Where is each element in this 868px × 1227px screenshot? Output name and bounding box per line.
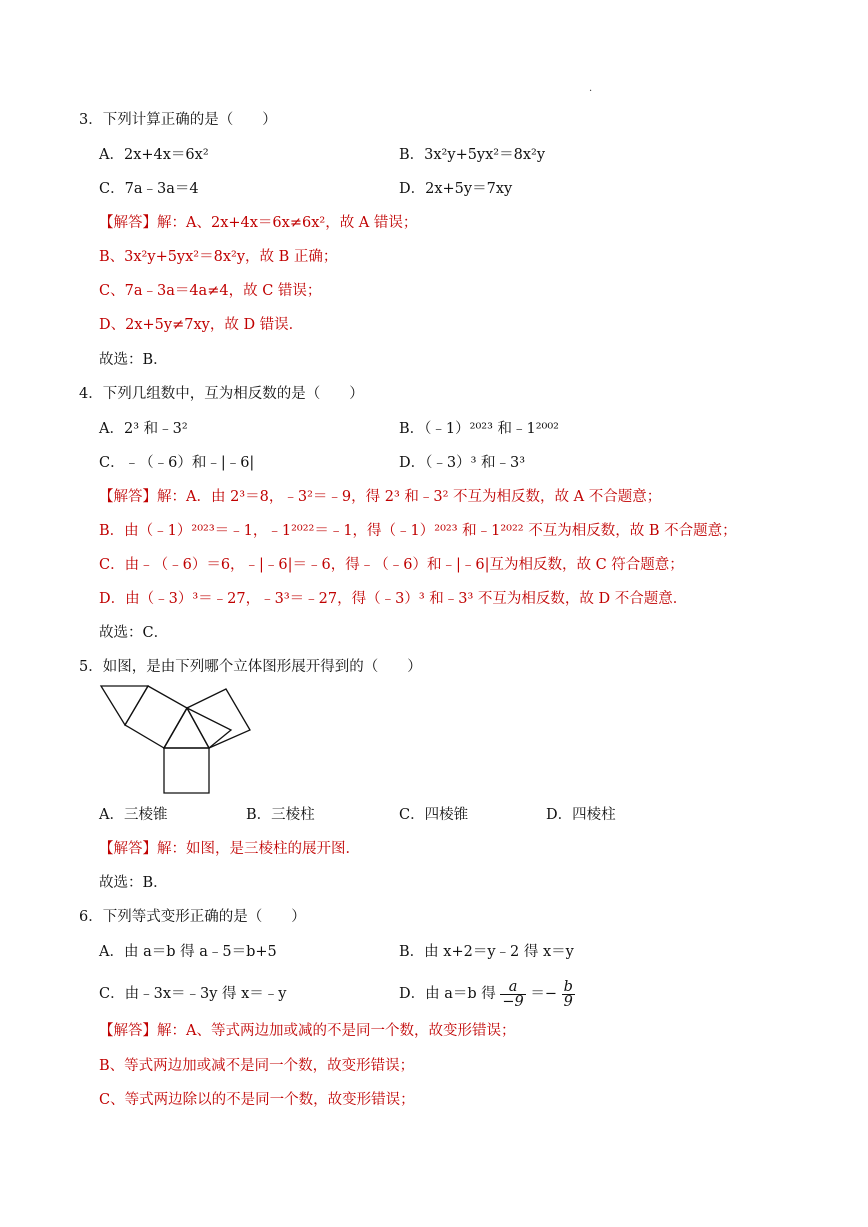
q4-answer-line-4: D．由（﹣3）³＝﹣27，﹣3³＝﹣27，得（﹣3）³ 和﹣3³ 不互为相反数，故 D 不合题意． (99, 591, 688, 607)
q4-answer-line-2: B．由（﹣1）²⁰²³＝﹣1，﹣1²⁰²²＝﹣1，得（﹣1）²⁰²³ 和﹣1²⁰²² 不互为相反数，故 B 不合题意； (99, 523, 737, 539)
q4-answer-line-3: C．由﹣（﹣6）＝6，﹣|﹣6|＝﹣6，得﹣（﹣6）和﹣|﹣6|互为相反数，故 C 符合题意； (99, 557, 684, 573)
fraction-numerator: a (500, 980, 525, 995)
q3-answer-line-3: C、7a﹣3a＝4a≠4，故 C 错误； (99, 283, 322, 299)
q4-option-b: B．（﹣1）²⁰²³ 和﹣1²⁰⁰² (399, 421, 559, 437)
q6-option-a: A．由 a＝b 得 a﹣5＝b+5 (99, 944, 277, 960)
q3-option-b: B．3x²y+5yx²＝8x²y (399, 147, 546, 163)
q6-option-d (399, 974, 575, 1014)
q3-choice: 故选：B． (99, 352, 168, 368)
q3-stem: 3．下列计算正确的是（ ） (79, 112, 277, 128)
q3-answer-line-1 (99, 213, 417, 233)
fraction-a-over-minus-9 (500, 980, 525, 1009)
q3-option-c: C．7a﹣3a＝4 (99, 181, 199, 197)
q6-option-b: B．由 x+2＝y﹣2 得 x＝y (399, 944, 574, 960)
q6-answer-line-2: B、等式两边加或减不是同一个数，故变形错误； (99, 1058, 415, 1074)
fraction-b-over-9 (562, 980, 575, 1009)
q6-option-d-equals: ＝− (530, 986, 558, 1002)
q6-answer-line-1 (99, 1021, 515, 1041)
answer-tag: 【解答】 (99, 215, 157, 231)
net-square-bottom (164, 748, 209, 793)
q3-answer-text-1: 解：A、2x+4x＝6x≠6x²，故 A 错误； (157, 215, 418, 231)
q6-option-d-prefix: D．由 a＝b 得 (399, 986, 496, 1002)
q3-answer-line-2: B、3x²y+5yx²＝8x²y，故 B 正确； (99, 249, 338, 265)
q5-option-d: D．四棱柱 (546, 807, 616, 823)
fraction-denominator: −9 (502, 993, 524, 1010)
net-triangle-center (164, 708, 209, 748)
q5-answer-text-1: 解：如图，是三棱柱的展开图． (157, 841, 360, 857)
q5-choice: 故选：B． (99, 875, 168, 891)
q6-stem: 6．下列等式变形正确的是（ ） (79, 909, 306, 925)
q4-answer-text-1: 解：A．由 2³＝8，﹣3²＝﹣9，得 2³ 和﹣3² 不互为相反数，故 A 不合题意； (157, 489, 662, 505)
q4-stem: 4．下列几组数中，互为相反数的是（ ） (79, 386, 364, 402)
q6-option-c: C．由﹣3x＝﹣3y 得 x＝﹣y (99, 986, 287, 1002)
net-triangle-top-left (101, 686, 148, 725)
answer-tag: 【解答】 (99, 489, 157, 505)
q4-option-c: C．﹣（﹣6）和﹣|﹣6| (99, 455, 255, 471)
q3-answer-line-4: D、2x+5y≠7xy，故 D 错误． (99, 317, 304, 333)
prism-net-svg (96, 681, 276, 799)
q3-option-d: D．2x+5y＝7xy (399, 181, 513, 197)
q5-option-b: B．三棱柱 (246, 807, 315, 823)
q5-stem: 5．如图，是由下列哪个立体图形展开得到的（ ） (79, 659, 422, 675)
q5-answer-line-1 (99, 839, 360, 859)
q5-option-c: C．四棱锥 (399, 807, 469, 823)
net-square-left (125, 686, 187, 748)
q4-choice: 故选：C． (99, 625, 169, 641)
page-mark: · (589, 86, 593, 97)
answer-tag: 【解答】 (99, 841, 157, 857)
q4-option-a: A．2³ 和﹣3² (99, 421, 188, 437)
q6-answer-line-3: C、等式两边除以的不是同一个数，故变形错误； (99, 1092, 415, 1108)
prism-net-figure (96, 681, 276, 799)
q5-option-a: A．三棱锥 (99, 807, 168, 823)
q3-option-a: A．2x+4x＝6x² (99, 147, 209, 163)
answer-tag: 【解答】 (99, 1023, 157, 1039)
fraction-numerator-2: b (563, 978, 573, 995)
q4-answer-line-1 (99, 487, 661, 507)
q6-answer-text-1: 解：A、等式两边加或减的不是同一个数，故变形错误； (157, 1023, 516, 1039)
fraction-denominator-2: 9 (563, 993, 573, 1010)
q4-option-d: D．（﹣3）³ 和﹣3³ (399, 455, 526, 471)
net-square-right (187, 689, 250, 748)
